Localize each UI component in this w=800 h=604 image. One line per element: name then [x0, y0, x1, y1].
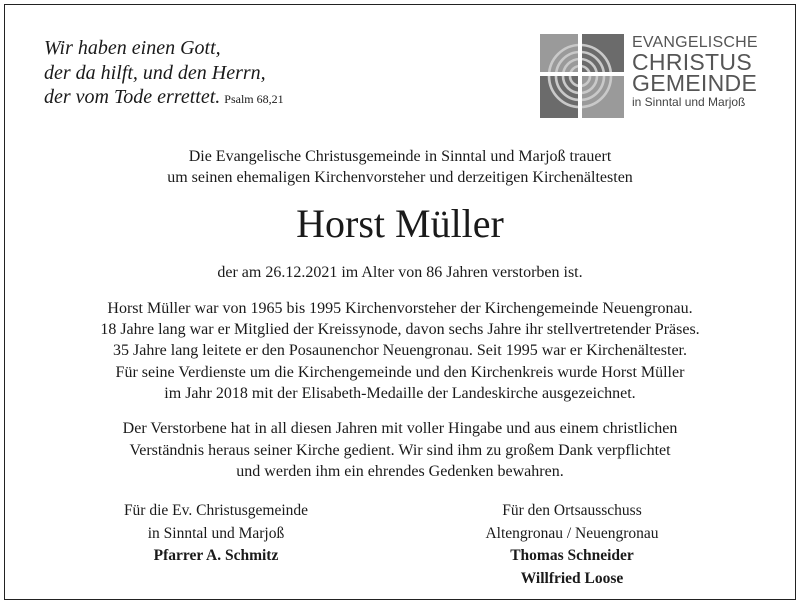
signature-left: [66, 500, 366, 568]
signature-right-name-2: Willfried Loose: [520, 569, 624, 587]
logo-line-2: CHRISTUS: [632, 49, 752, 75]
signature-right-name-1: Thomas Schneider: [510, 547, 634, 564]
verse-line-3-text: der vom Tode errettet.: [44, 86, 221, 108]
logo-line-3: GEMEINDE: [632, 70, 758, 96]
church-logo-icon: [540, 34, 624, 118]
death-date-line: der am 26.12.2021 im Alter von 86 Jahren verstorben ist.: [217, 264, 583, 281]
bio-line-1: Horst Müller war von 1965 bis 1995 Kirchenvorsteher der Kirchengemeinde Neuengronau.: [107, 300, 693, 317]
bible-verse: [44, 36, 284, 112]
verse-line-3: [44, 85, 284, 112]
bio-line-4: Für seine Verdienste um die Kirchengemeinde und den Kirchenkreis wurde Horst Müller: [115, 363, 685, 381]
closing-line-2: Verständnis heraus seiner Kirche gedient. Wir sind ihm zu großem Dank verpflichtet: [129, 441, 671, 459]
signature-right: [422, 500, 722, 590]
church-logo: [540, 34, 780, 118]
verse-reference: Psalm 68,21: [224, 92, 284, 106]
closing-text: [20, 418, 780, 483]
signature-right-line-2: Altengronau / Neuengronau: [485, 524, 659, 542]
intro-line-2: um seinen ehemaligen Kirchenvorsteher und derzeitigen Kirchenältesten: [167, 169, 633, 186]
closing-line-3: und werden ihm ein ehrendes Gedenken bewahren.: [236, 463, 564, 480]
intro-line-1: Die Evangelische Christusgemeinde in Sinntal und Marjoß trauert: [188, 148, 612, 165]
bio-line-3: 35 Jahre lang leitete er den Posaunenchor Neuengronau. Seit 1995 war er Kirchenältester.: [112, 342, 687, 360]
logo-line-1: EVANGELISCHE: [632, 34, 758, 51]
bio-line-2: 18 Jahre lang war er Mitglied der Kreissynode, davon sechs Jahre ihr stellvertretender Präses.: [100, 321, 700, 339]
deceased-name: Horst Müller: [296, 201, 504, 246]
signature-right-line-1: Für den Ortsausschuss: [502, 502, 642, 519]
signature-left-line-1: Für die Ev. Christusgemeinde: [123, 502, 309, 519]
biography-text: [20, 298, 780, 404]
logo-line-4: in Sinntal und Marjoß: [632, 95, 746, 109]
signature-left-name: Pfarrer A. Schmitz: [153, 547, 279, 564]
closing-line-1: Der Verstorbene hat in all diesen Jahren mit voller Hingabe und aus einem christlichen: [122, 420, 678, 437]
verse-line-1: Wir haben einen Gott,: [44, 37, 221, 59]
church-logo-text: [632, 34, 758, 110]
verse-line-2: der da hilft, und den Herrn,: [44, 61, 266, 84]
signature-left-line-2: in Sinntal und Marjoß: [147, 524, 285, 542]
bio-line-5: im Jahr 2018 mit der Elisabeth-Medaille der Landeskirche ausgezeichnet.: [164, 384, 636, 402]
intro-text: [20, 146, 780, 188]
